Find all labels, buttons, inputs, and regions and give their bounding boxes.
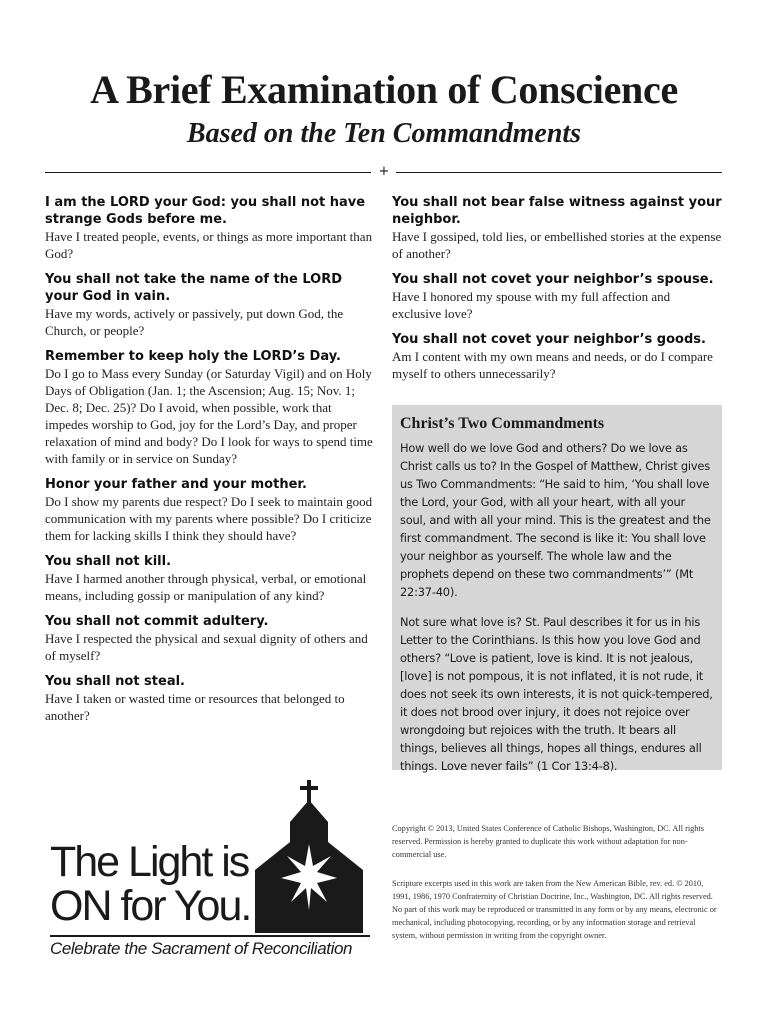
commandment-question: Do I show my parents due respect? Do I seek to maintain good communication with my parents where possible? Do I criticize them for lacking skills I think they should have? (45, 494, 373, 543)
commandment-question: Am I content with my own means and needs, or do I compare myself to others unnecessarily? (392, 349, 713, 381)
commandment-question: Have I gossiped, told lies, or embellished stories at the expense of another? (392, 229, 722, 261)
commandment-heading: You shall not take the name of the LORD your God in vain. (45, 272, 343, 304)
commandment-question: Have I treated people, events, or things as more important than God? (45, 229, 373, 261)
commandment-7 (45, 673, 375, 724)
box-paragraph: Not sure what love is? St. Paul describes it for us in his Letter to the Corinthians. Is this how you love God and others? “Love is patient, love is kind. It is not jealous, [love] is not pompous, it is not inflated, it is not rude, it does not seek its own interests, it is not quick-tempered, it does not brood over injury, it does not rejoice over wrongdoing but rejoices with the truth. It bears all things, believes all things, hopes all things, endures all things. Love never fails” (1 Cor 13:4-8). (400, 615, 713, 773)
church-icon (245, 778, 375, 933)
commandment-9 (392, 271, 722, 322)
logo-line-2: ON for You. (50, 882, 251, 930)
page-subtitle: Based on the Ten Commandments (186, 118, 582, 149)
logo-rule (50, 935, 370, 937)
box-title: Christ’s Two Commandments (400, 415, 605, 432)
commandment-heading: You shall not bear false witness against your neighbor. (392, 195, 722, 227)
commandment-5 (45, 553, 375, 604)
commandment-heading: Remember to keep holy the LORD’s Day. (45, 349, 341, 364)
commandment-1 (45, 194, 375, 262)
commandment-6 (45, 613, 375, 664)
commandment-question: Have I honored my spouse with my full affection and exclusive love? (392, 289, 671, 321)
commandment-heading: You shall not covet your neighbor’s goods. (392, 332, 706, 347)
divider-left (45, 172, 371, 173)
commandment-heading: Honor your father and your mother. (45, 477, 307, 492)
commandment-10 (392, 331, 722, 382)
commandment-2 (45, 271, 375, 339)
commandment-question: Have I taken or wasted time or resources that belonged to another? (45, 691, 345, 723)
cross-icon: + (378, 164, 390, 179)
page-title: A Brief Examination of Conscience (90, 67, 678, 112)
logo-wordmark (50, 840, 250, 928)
commandment-3 (45, 348, 375, 467)
legal-notice (392, 822, 722, 958)
logo-tagline: Celebrate the Sacrament of Reconciliation (50, 939, 353, 958)
commandment-heading: You shall not commit adultery. (45, 614, 269, 629)
light-is-on-logo (45, 778, 375, 968)
commandment-question: Have I harmed another through physical, verbal, or emotional means, including gossip or manipulation of any kind? (45, 571, 367, 603)
logo-line-1: The Light is (50, 838, 249, 886)
commandment-question: Have I respected the physical and sexual dignity of others and of myself? (45, 631, 368, 663)
commandment-8 (392, 194, 722, 262)
commandment-question: Have my words, actively or passively, put down God, the Church, or people? (45, 306, 344, 338)
commandment-heading: You shall not steal. (45, 674, 185, 689)
right-column (392, 194, 722, 391)
commandment-4 (45, 476, 375, 544)
box-paragraph: How well do we love God and others? Do we love as Christ calls us to? In the Gospel of Matthew, Christ gives us Two Commandments: “He said to him, ‘You shall love the Lord, your God, with all your heart, with all your soul, and with all your mind. This is the greatest and the first commandment. The second is like it: You shall love your neighbor as yourself. The whole law and the prophets depend on these two commandments’” (Mt 22:37-40). (400, 441, 711, 599)
commandment-heading: I am the LORD your God: you shall not have strange Gods before me. (45, 195, 366, 227)
commandment-question: Do I go to Mass every Sunday (or Saturday Vigil) and on Holy Days of Obligation (Jan. 1; the Ascension; Aug. 15; Nov. 1; Dec. 8; Dec. 25)? Do I avoid, when possible, work that impedes worship to God, joy for the Lord’s Day, and proper relaxation of mind and body? Do I look for ways to spend time with family or in service on Sunday? (45, 366, 373, 466)
commandment-heading: You shall not covet your neighbor’s spouse. (392, 272, 714, 287)
two-commandments-box (392, 405, 722, 773)
left-column (45, 194, 375, 733)
copyright-text: Copyright © 2013, United States Conference of Catholic Bishops, Washington, DC. All rights reserved. Permission is hereby granted to duplicate this work without adaptation for non-commercial use. (392, 824, 704, 859)
divider-right (396, 172, 722, 173)
scripture-credit-text: Scripture excerpts used in this work are taken from the New American Bible, rev. ed. © 2010, 1991, 1986, 1970 Confraternity of Christian Doctrine, Inc., Washington, DC. All rights reserved. No part of this work may be reproduced or transmitted in any form or by any means, electronic or mechanical, including photocopying, recording, or by any information storage and retrieval system, without permission in writing from the copyright owner. (392, 879, 717, 940)
commandment-heading: You shall not kill. (45, 554, 172, 569)
